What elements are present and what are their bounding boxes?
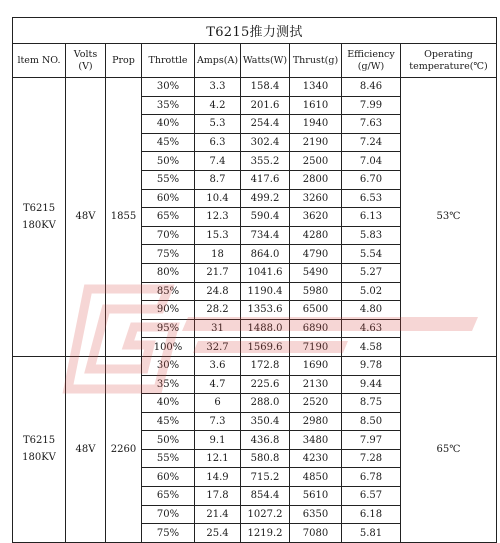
efficiency-cell: 9.44 (342, 375, 401, 394)
watts-cell: 1041.6 (241, 263, 290, 282)
thrust-cell: 4790 (290, 245, 342, 264)
efficiency-cell: 7.63 (342, 115, 401, 134)
thrust-cell: 2980 (290, 412, 342, 431)
thrust-cell: 1610 (290, 96, 342, 115)
efficiency-cell: 5.81 (342, 524, 401, 543)
efficiency-cell: 6.53 (342, 189, 401, 208)
temperature-cell: 65℃ (401, 356, 497, 542)
throttle-cell: 100% (142, 338, 195, 357)
volts-cell: 48V (66, 356, 106, 542)
thrust-cell: 6500 (290, 301, 342, 320)
efficiency-cell: 7.04 (342, 152, 401, 171)
amps-cell: 12.1 (195, 449, 241, 468)
thrust-cell: 4230 (290, 449, 342, 468)
watts-cell: 864.0 (241, 245, 290, 264)
watts-cell: 1488.0 (241, 319, 290, 338)
header-throttle: Throttle (142, 44, 195, 78)
watts-cell: 436.8 (241, 431, 290, 450)
throttle-cell: 45% (142, 412, 195, 431)
thrust-cell: 7190 (290, 338, 342, 357)
efficiency-cell: 6.78 (342, 468, 401, 487)
thrust-cell: 2520 (290, 394, 342, 413)
watts-cell: 254.4 (241, 115, 290, 134)
throttle-cell: 75% (142, 524, 195, 543)
efficiency-cell: 5.02 (342, 282, 401, 301)
thrust-cell: 4850 (290, 468, 342, 487)
amps-cell: 18 (195, 245, 241, 264)
efficiency-cell: 6.13 (342, 208, 401, 227)
throttle-cell: 30% (142, 78, 195, 97)
efficiency-cell: 8.50 (342, 412, 401, 431)
header-thrust: Thrust(g) (290, 44, 342, 78)
thrust-cell: 4280 (290, 226, 342, 245)
thrust-cell: 2500 (290, 152, 342, 171)
amps-cell: 6.3 (195, 133, 241, 152)
amps-cell: 14.9 (195, 468, 241, 487)
watts-cell: 1569.6 (241, 338, 290, 357)
watts-cell: 417.6 (241, 170, 290, 189)
watts-cell: 1190.4 (241, 282, 290, 301)
throttle-cell: 50% (142, 152, 195, 171)
efficiency-cell: 5.54 (342, 245, 401, 264)
header-prop: Prop (106, 44, 142, 78)
throttle-cell: 35% (142, 96, 195, 115)
amps-cell: 10.4 (195, 189, 241, 208)
amps-cell: 12.3 (195, 208, 241, 227)
amps-cell: 5.3 (195, 115, 241, 134)
item-no-cell: T6215 180KV (13, 78, 66, 357)
volts-cell: 48V (66, 78, 106, 357)
watts-cell: 499.2 (241, 189, 290, 208)
thrust-test-sheet (12, 17, 496, 543)
header-temperature: Operating temperature(℃) (401, 44, 497, 78)
efficiency-cell: 6.18 (342, 505, 401, 524)
thrust-cell: 1690 (290, 356, 342, 375)
prop-cell: 2260 (106, 356, 142, 542)
efficiency-cell: 5.27 (342, 263, 401, 282)
thrust-cell: 5490 (290, 263, 342, 282)
thrust-cell: 3620 (290, 208, 342, 227)
throttle-cell: 30% (142, 356, 195, 375)
throttle-cell: 65% (142, 208, 195, 227)
throttle-cell: 70% (142, 226, 195, 245)
item-no-cell: T6215 180KV (13, 356, 66, 542)
efficiency-cell: 8.75 (342, 394, 401, 413)
watts-cell: 854.4 (241, 487, 290, 506)
header-row (13, 44, 497, 78)
amps-cell: 3.3 (195, 78, 241, 97)
watts-cell: 715.2 (241, 468, 290, 487)
throttle-cell: 95% (142, 319, 195, 338)
table-title: T6215推力测拭 (13, 18, 497, 44)
amps-cell: 24.8 (195, 282, 241, 301)
throttle-cell: 60% (142, 189, 195, 208)
amps-cell: 7.3 (195, 412, 241, 431)
prop-cell: 1855 (106, 78, 142, 357)
throttle-cell: 50% (142, 431, 195, 450)
throttle-cell: 55% (142, 170, 195, 189)
table-row (13, 356, 497, 375)
thrust-cell: 3480 (290, 431, 342, 450)
thrust-test-table (12, 17, 497, 543)
efficiency-cell: 4.58 (342, 338, 401, 357)
efficiency-cell: 9.78 (342, 356, 401, 375)
amps-cell: 15.3 (195, 226, 241, 245)
efficiency-cell: 4.80 (342, 301, 401, 320)
amps-cell: 4.2 (195, 96, 241, 115)
efficiency-cell: 7.99 (342, 96, 401, 115)
efficiency-cell: 8.46 (342, 78, 401, 97)
efficiency-cell: 5.83 (342, 226, 401, 245)
efficiency-cell: 7.97 (342, 431, 401, 450)
amps-cell: 7.4 (195, 152, 241, 171)
amps-cell: 21.7 (195, 263, 241, 282)
thrust-cell: 1340 (290, 78, 342, 97)
efficiency-cell: 7.28 (342, 449, 401, 468)
throttle-cell: 40% (142, 394, 195, 413)
watts-cell: 302.4 (241, 133, 290, 152)
header-amps: Amps(A) (195, 44, 241, 78)
watts-cell: 350.4 (241, 412, 290, 431)
amps-cell: 21.4 (195, 505, 241, 524)
table-body (13, 78, 497, 543)
throttle-cell: 60% (142, 468, 195, 487)
thrust-cell: 5610 (290, 487, 342, 506)
amps-cell: 28.2 (195, 301, 241, 320)
header-watts: Watts(W) (241, 44, 290, 78)
header-item-no: ltem NO. (13, 44, 66, 78)
amps-cell: 32.7 (195, 338, 241, 357)
amps-cell: 6 (195, 394, 241, 413)
thrust-cell: 2190 (290, 133, 342, 152)
watts-cell: 734.4 (241, 226, 290, 245)
thrust-cell: 7080 (290, 524, 342, 543)
efficiency-cell: 7.24 (342, 133, 401, 152)
watts-cell: 1027.2 (241, 505, 290, 524)
thrust-cell: 6350 (290, 505, 342, 524)
efficiency-cell: 6.57 (342, 487, 401, 506)
throttle-cell: 40% (142, 115, 195, 134)
watts-cell: 225.6 (241, 375, 290, 394)
watts-cell: 158.4 (241, 78, 290, 97)
thrust-cell: 1940 (290, 115, 342, 134)
thrust-cell: 6890 (290, 319, 342, 338)
throttle-cell: 75% (142, 245, 195, 264)
efficiency-cell: 6.70 (342, 170, 401, 189)
watts-cell: 172.8 (241, 356, 290, 375)
amps-cell: 31 (195, 319, 241, 338)
watts-cell: 1219.2 (241, 524, 290, 543)
efficiency-cell: 4.63 (342, 319, 401, 338)
amps-cell: 9.1 (195, 431, 241, 450)
header-volts: Volts (V) (66, 44, 106, 78)
amps-cell: 4.7 (195, 375, 241, 394)
header-efficiency: Efficiency (g/W) (342, 44, 401, 78)
throttle-cell: 65% (142, 487, 195, 506)
watts-cell: 580.8 (241, 449, 290, 468)
thrust-cell: 3260 (290, 189, 342, 208)
throttle-cell: 90% (142, 301, 195, 320)
amps-cell: 8.7 (195, 170, 241, 189)
amps-cell: 17.8 (195, 487, 241, 506)
watts-cell: 1353.6 (241, 301, 290, 320)
watts-cell: 288.0 (241, 394, 290, 413)
amps-cell: 3.6 (195, 356, 241, 375)
watts-cell: 201.6 (241, 96, 290, 115)
watts-cell: 355.2 (241, 152, 290, 171)
thrust-cell: 5980 (290, 282, 342, 301)
throttle-cell: 80% (142, 263, 195, 282)
thrust-cell: 2800 (290, 170, 342, 189)
throttle-cell: 70% (142, 505, 195, 524)
amps-cell: 25.4 (195, 524, 241, 543)
temperature-cell: 53℃ (401, 78, 497, 357)
throttle-cell: 45% (142, 133, 195, 152)
table-row (13, 78, 497, 97)
throttle-cell: 35% (142, 375, 195, 394)
throttle-cell: 55% (142, 449, 195, 468)
thrust-cell: 2130 (290, 375, 342, 394)
throttle-cell: 85% (142, 282, 195, 301)
watts-cell: 590.4 (241, 208, 290, 227)
